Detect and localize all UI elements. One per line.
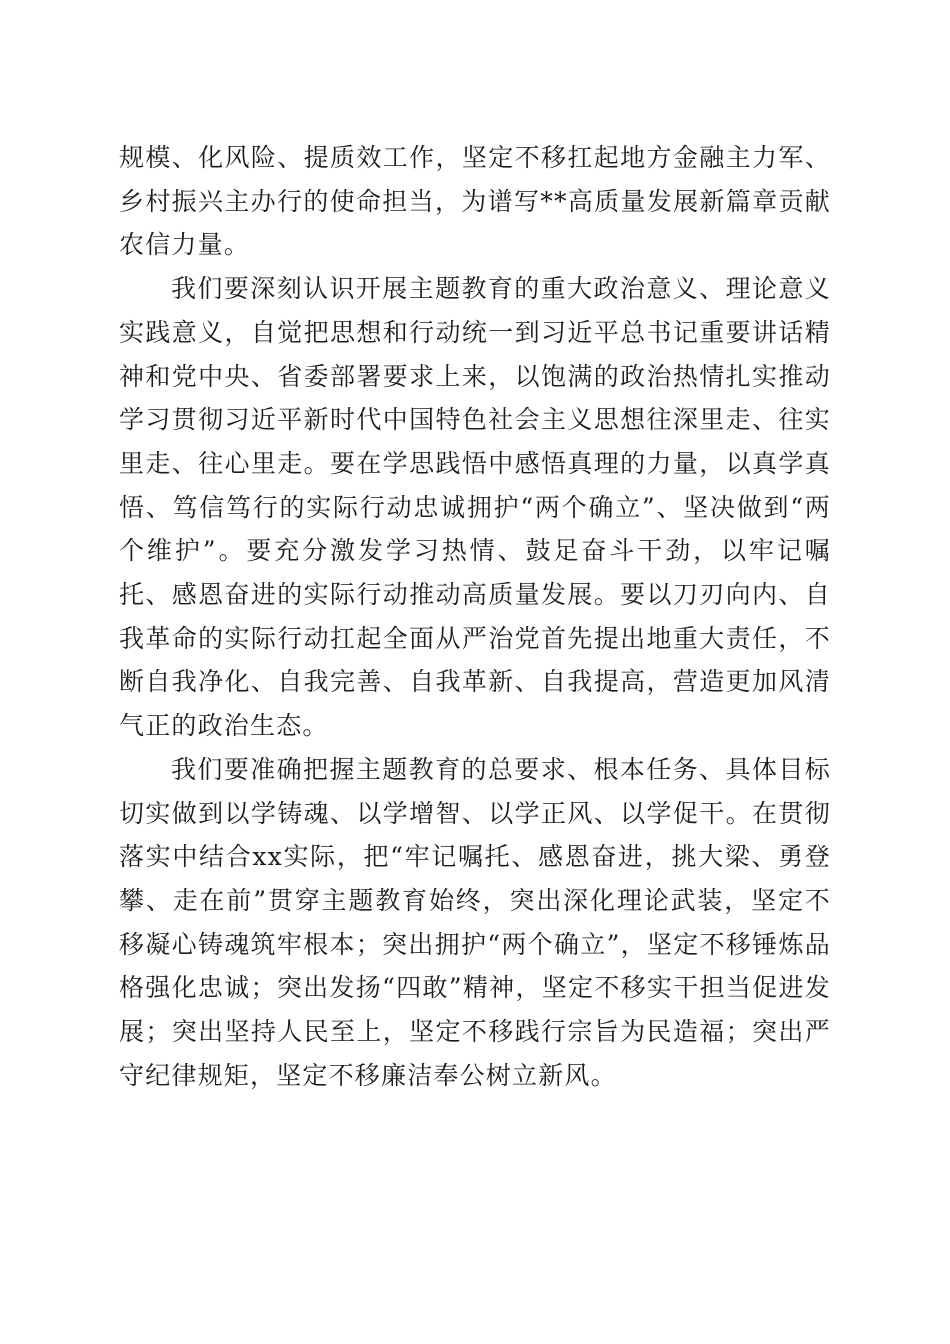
paragraph-1: 规模、化风险、提质效工作，坚定不移扛起地方金融主力军、乡村振兴主办行的使命担当，为谱写**高质量发展新篇章贡献农信力量。 xyxy=(119,143,831,260)
paragraph-3: 我们要准确把握主题教育的总要求、根本任务、具体目标切实做到以学铸魂、以学增智、以学正风、以学促干。在贯彻落实中结合xx实际，把“牢记嘱托、感恩奋进，挑大梁、勇登攀、走在前”贯穿主题教育始终，突出深化理论武装，坚定不移凝心铸魂筑牢根本；突出拥护“两个确立”，坚定不移锤炼品格强化忠诚；突出发扬“四敢”精神，坚定不移实干担当促进发展；突出坚持人民至上，坚定不移践行宗旨为民造福；突出严守纪律规矩，坚定不移廉洁奉公树立新风。 xyxy=(119,754,831,1090)
document-body xyxy=(119,136,831,1097)
paragraph-2: 我们要深刻认识开展主题教育的重大政治意义、理论意义实践意义，自觉把思想和行动统一到习近平总书记重要讲话精神和党中央、省委部署要求上来，以饱满的政治热情扎实推动学习贯彻习近平新时代中国特色社会主义思想往深里走、往实里走、往心里走。要在学思践悟中感悟真理的力量，以真学真悟、笃信笃行的实际行动忠诚拥护“两个确立”、坚决做到“两个维护”。要充分激发学习热情、鼓足奋斗干劲，以牢记嘱托、感恩奋进的实际行动推动高质量发展。要以刀刃向内、自我革命的实际行动扛起全面从严治党首先提出地重大责任，不断自我净化、自我完善、自我革新、自我提高，营造更加风清气正的政治生态。 xyxy=(119,274,831,741)
